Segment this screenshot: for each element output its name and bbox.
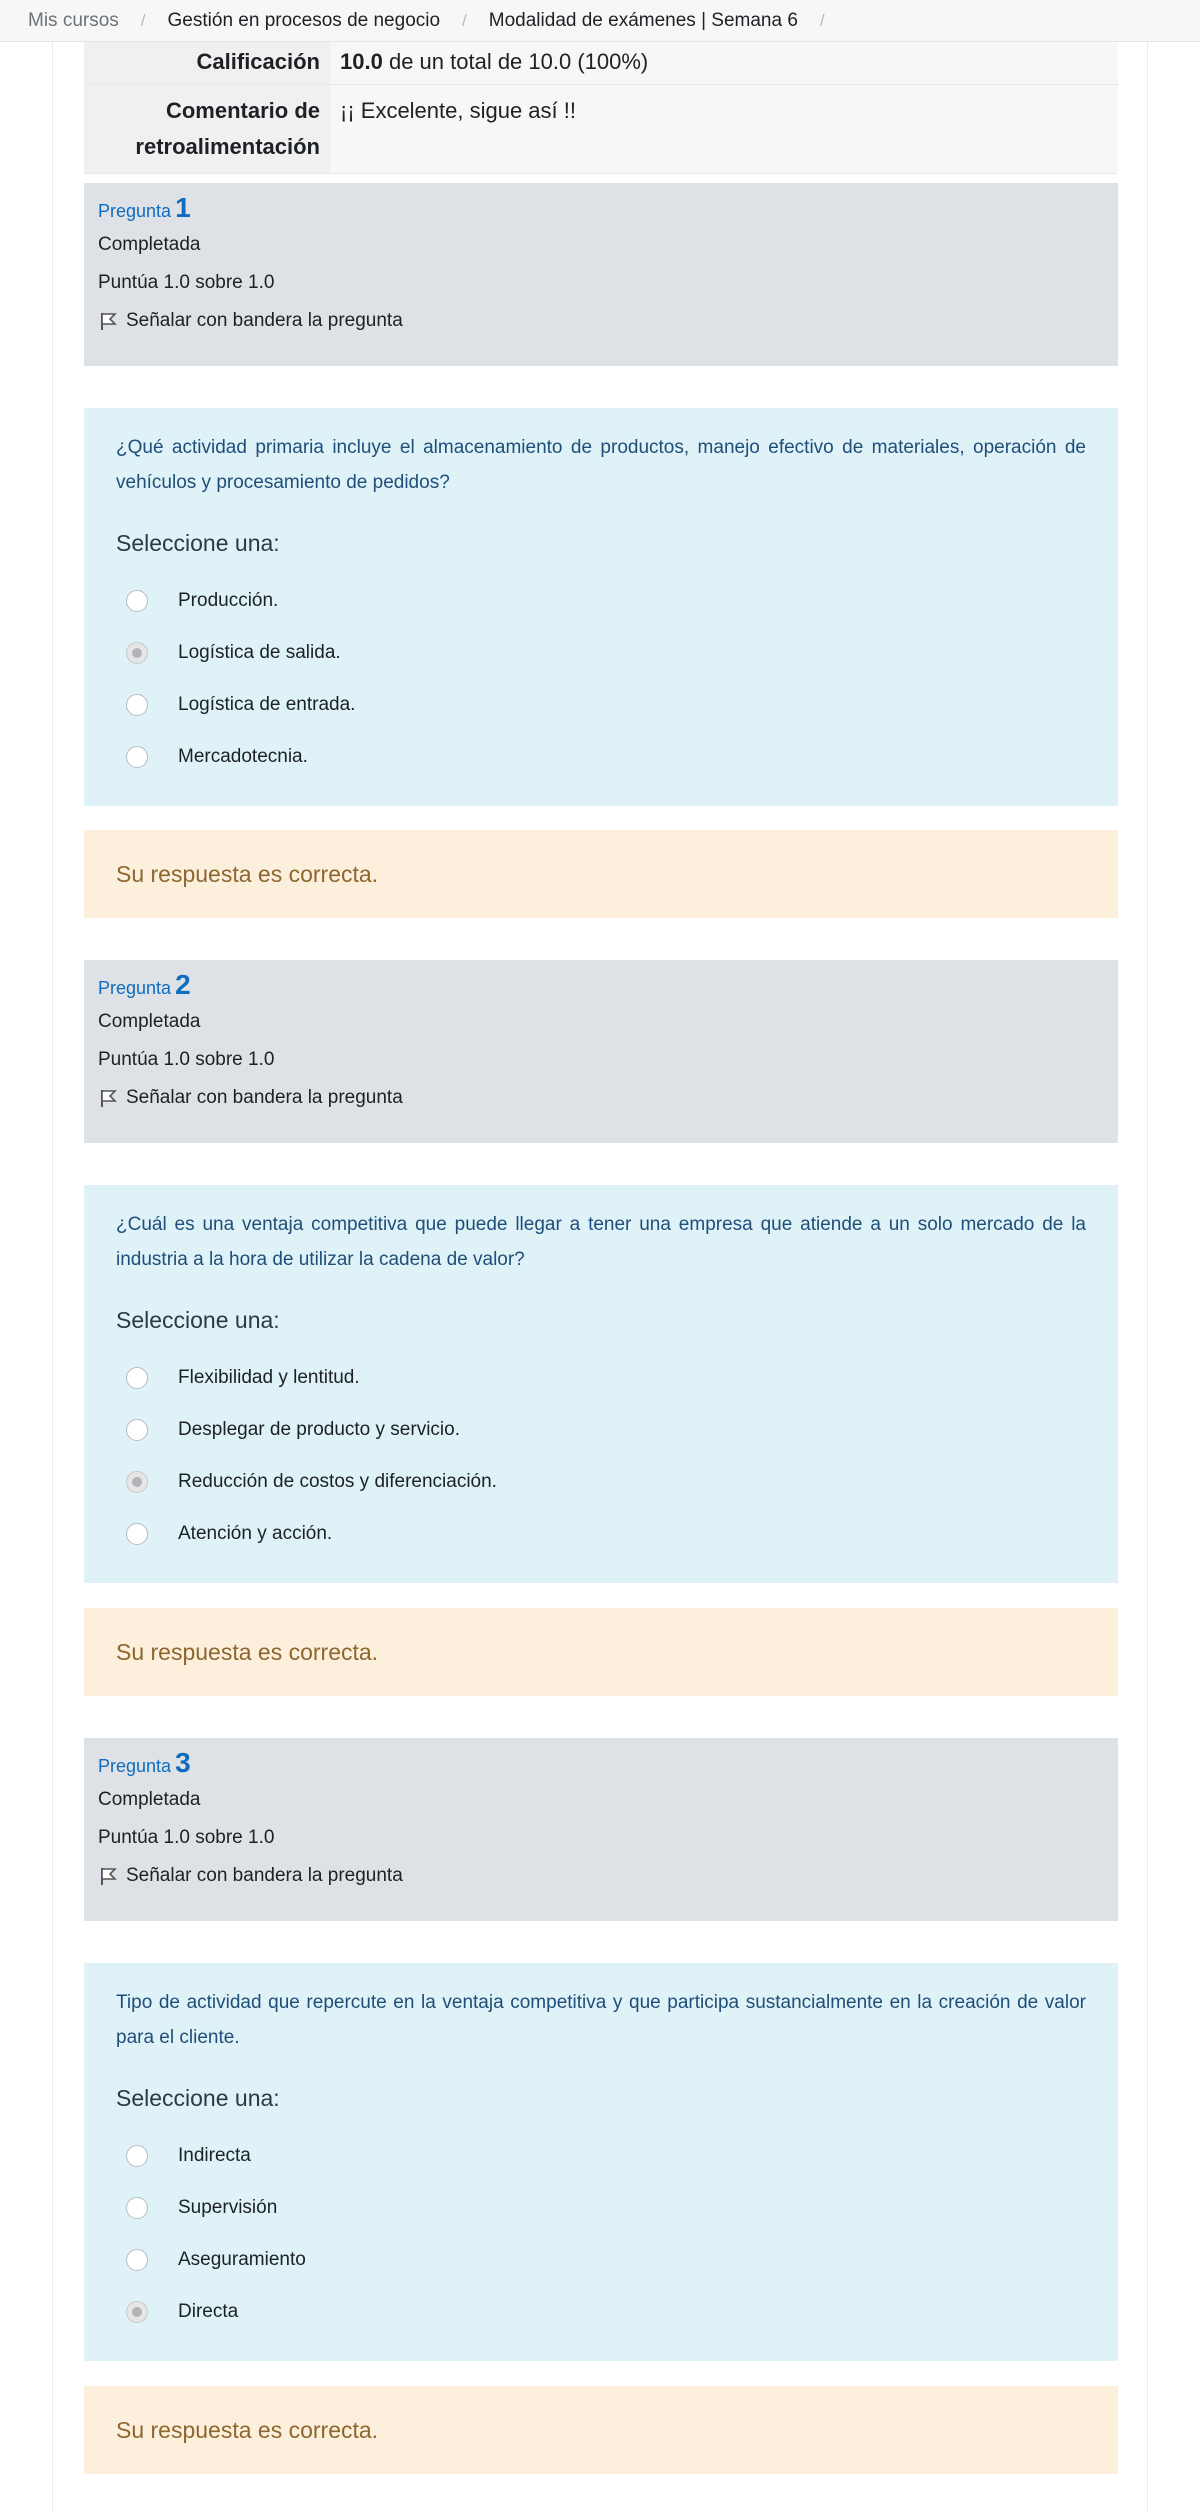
question-info [84, 183, 1118, 366]
radio-button[interactable] [126, 1523, 148, 1545]
answer-option[interactable] [116, 1352, 1086, 1404]
radio-button[interactable] [126, 1419, 148, 1441]
grade-value [330, 42, 1118, 84]
feedback-text: Su respuesta es correcta. [116, 860, 379, 887]
question-prefix: Pregunta [98, 201, 172, 221]
answer-label: Indirecta [178, 2145, 251, 2166]
answer-label: Mercadotecnia. [178, 746, 308, 767]
question-state: Completada [98, 1011, 201, 1032]
answer-prompt: Seleccione una: [116, 1307, 280, 1333]
answer-option[interactable] [116, 2130, 1086, 2182]
flag-icon [98, 1088, 118, 1108]
radio-button[interactable] [126, 590, 148, 612]
question-number: 1 [175, 192, 191, 223]
attempt-summary-table [84, 42, 1118, 174]
radio-button-selected[interactable] [126, 2301, 148, 2323]
answer-label: Logística de salida. [178, 642, 341, 663]
answer-label: Atención y acción. [178, 1523, 333, 1544]
flag-question-button[interactable] [98, 1863, 1104, 1889]
flag-question-label: Señalar con bandera la pregunta [126, 1087, 403, 1108]
question-content [84, 408, 1118, 806]
feedback-label: Comentario de retroalimentación [84, 85, 330, 173]
radio-button[interactable] [126, 694, 148, 716]
answer-option[interactable] [116, 731, 1086, 783]
answer-feedback [84, 2386, 1118, 2474]
answer-list [116, 2130, 1086, 2338]
question-number: 2 [175, 969, 191, 1000]
grade-score: 10.0 [340, 49, 383, 74]
question-prefix: Pregunta [98, 978, 172, 998]
answer-option[interactable] [116, 1404, 1086, 1456]
question-info [84, 1738, 1118, 1921]
question-number: 3 [175, 1747, 191, 1778]
breadcrumb-separator: / [462, 10, 467, 30]
answer-label: Supervisión [178, 2197, 278, 2218]
flag-icon [98, 311, 118, 331]
question-grade: Puntúa 1.0 sobre 1.0 [98, 1827, 275, 1848]
flag-question-label: Señalar con bandera la pregunta [126, 1865, 403, 1886]
question-number-line [98, 1748, 1104, 1781]
answer-option[interactable] [116, 679, 1086, 731]
answer-list [116, 1352, 1086, 1560]
question-grade: Puntúa 1.0 sobre 1.0 [98, 272, 275, 293]
breadcrumb-link-course[interactable]: Gestión en procesos de negocio [167, 9, 441, 31]
answer-label: Reducción de costos y diferenciación. [178, 1471, 497, 1492]
question-content [84, 1185, 1118, 1583]
answer-label: Logística de entrada. [178, 694, 356, 715]
radio-button[interactable] [126, 2249, 148, 2271]
radio-button-selected[interactable] [126, 642, 148, 664]
answer-prompt: Seleccione una: [116, 530, 280, 556]
flag-question-button[interactable] [98, 308, 1104, 334]
question-text: Tipo de actividad que repercute en la ventaja competitiva y que participa sustancialmente en la creación de valor para el cliente. [116, 1992, 1086, 2048]
feedback-value: ¡¡ Excelente, sigue así !! [330, 85, 1118, 173]
answer-label: Desplegar de producto y servicio. [178, 1419, 460, 1440]
radio-button[interactable] [126, 2197, 148, 2219]
answer-option[interactable] [116, 1508, 1086, 1560]
question-content [84, 1963, 1118, 2361]
answer-label: Producción. [178, 590, 279, 611]
breadcrumb [0, 0, 1200, 42]
question-state: Completada [98, 234, 201, 255]
breadcrumb-separator: / [819, 10, 825, 30]
answer-label: Aseguramiento [178, 2249, 306, 2270]
answer-option[interactable] [116, 2182, 1086, 2234]
feedback-text: Su respuesta es correcta. [116, 1638, 379, 1665]
radio-button[interactable] [126, 2145, 148, 2167]
question-prefix: Pregunta [98, 1756, 172, 1776]
question-number-line [98, 970, 1104, 1003]
radio-button[interactable] [126, 1367, 148, 1389]
flag-question-label: Señalar con bandera la pregunta [126, 310, 403, 331]
question-grade: Puntúa 1.0 sobre 1.0 [98, 1049, 275, 1070]
answer-option[interactable] [116, 1456, 1086, 1508]
grade-row [84, 42, 1118, 85]
answer-option[interactable] [116, 627, 1086, 679]
answer-feedback [84, 830, 1118, 918]
flag-question-button[interactable] [98, 1085, 1104, 1111]
grade-label: Calificación [84, 42, 330, 84]
feedback-text: Su respuesta es correcta. [116, 2416, 379, 2443]
radio-button-selected[interactable] [126, 1471, 148, 1493]
question-number-line [98, 193, 1104, 226]
answer-label: Flexibilidad y lentitud. [178, 1367, 360, 1388]
breadcrumb-separator: / [140, 10, 146, 30]
answer-feedback [84, 1608, 1118, 1696]
question-text: ¿Cuál es una ventaja competitiva que puede llegar a tener una empresa que atiende a un solo mercado de la industria a la hora de utilizar la cadena de valor? [116, 1214, 1086, 1270]
answer-option[interactable] [116, 575, 1086, 627]
feedback-row [84, 85, 1118, 174]
answer-option[interactable] [116, 2234, 1086, 2286]
breadcrumb-link-my-courses[interactable]: Mis cursos [28, 9, 119, 31]
flag-icon [98, 1866, 118, 1886]
grade-total: de un total de 10.0 (100%) [388, 49, 649, 74]
answer-list [116, 575, 1086, 783]
answer-prompt: Seleccione una: [116, 2085, 280, 2111]
question-text: ¿Qué actividad primaria incluye el almacenamiento de productos, manejo efectivo de materiales, operación de vehículos y procesamiento de pedidos? [116, 437, 1086, 493]
answer-option[interactable] [116, 2286, 1086, 2338]
answer-label: Directa [178, 2301, 239, 2322]
question-info [84, 960, 1118, 1143]
question-state: Completada [98, 1789, 201, 1810]
breadcrumb-link-exam[interactable]: Modalidad de exámenes | Semana 6 [488, 9, 798, 31]
radio-button[interactable] [126, 746, 148, 768]
